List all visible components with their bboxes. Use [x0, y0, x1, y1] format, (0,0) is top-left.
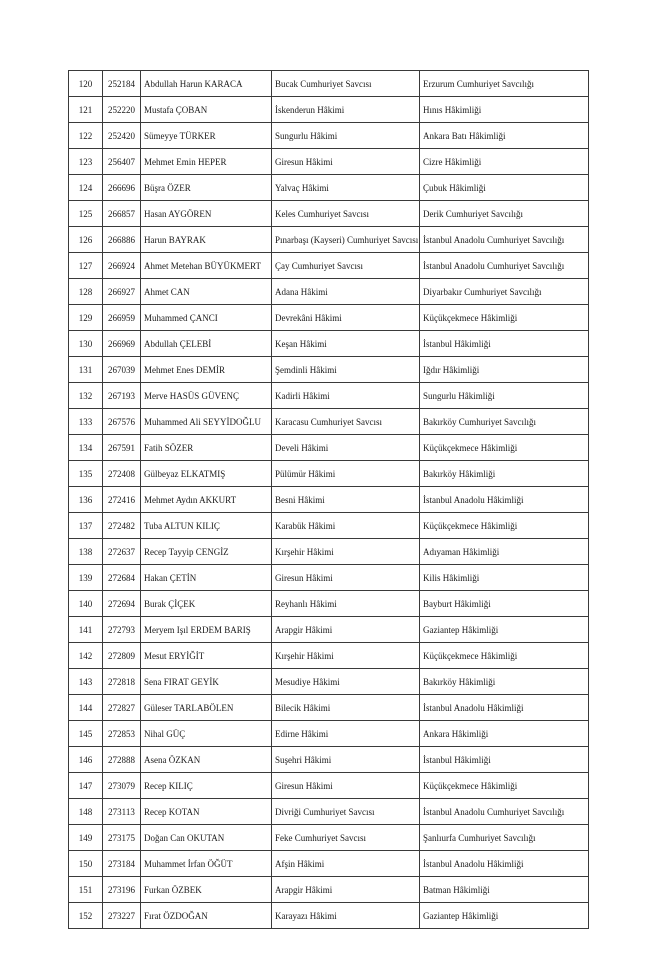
cell-row-number: 134	[69, 435, 103, 461]
table-row	[69, 461, 589, 487]
cell-new-post: Diyarbakır Cumhuriyet Savcılığı	[420, 279, 589, 305]
table-row	[69, 357, 589, 383]
cell-current-post: Karabük Hâkimi	[272, 513, 420, 539]
cell-new-post: Şanlıurfa Cumhuriyet Savcılığı	[420, 825, 589, 851]
cell-full-name: Ahmet Metehan BÜYÜKMERT	[141, 253, 272, 279]
cell-row-number: 121	[69, 97, 103, 123]
cell-registry-number: 272694	[103, 591, 141, 617]
cell-row-number: 137	[69, 513, 103, 539]
cell-new-post: İstanbul Anadolu Hâkimliği	[420, 695, 589, 721]
cell-registry-number: 266927	[103, 279, 141, 305]
cell-current-post: Şemdinli Hâkimi	[272, 357, 420, 383]
cell-full-name: Burak ÇİÇEK	[141, 591, 272, 617]
table-row	[69, 201, 589, 227]
table-row	[69, 565, 589, 591]
cell-row-number: 145	[69, 721, 103, 747]
cell-full-name: Mehmet Emin HEPER	[141, 149, 272, 175]
cell-current-post: Kadirli Hâkimi	[272, 383, 420, 409]
cell-current-post: Reyhanlı Hâkimi	[272, 591, 420, 617]
cell-new-post: Hınıs Hâkimliği	[420, 97, 589, 123]
cell-registry-number: 272827	[103, 695, 141, 721]
cell-row-number: 127	[69, 253, 103, 279]
cell-registry-number: 273079	[103, 773, 141, 799]
cell-full-name: Recep KILIÇ	[141, 773, 272, 799]
cell-registry-number: 252220	[103, 97, 141, 123]
table-row	[69, 435, 589, 461]
table-row	[69, 331, 589, 357]
cell-registry-number: 267193	[103, 383, 141, 409]
cell-current-post: Arapgir Hâkimi	[272, 877, 420, 903]
cell-new-post: Kilis Hâkimliği	[420, 565, 589, 591]
table-body	[69, 71, 589, 929]
cell-new-post: Küçükçekmece Hâkimliği	[420, 435, 589, 461]
document-page	[68, 70, 588, 929]
cell-full-name: Gülbeyaz ELKATMIŞ	[141, 461, 272, 487]
cell-full-name: Mustafa ÇOBAN	[141, 97, 272, 123]
cell-current-post: Edirne Hâkimi	[272, 721, 420, 747]
cell-current-post: Suşehri Hâkimi	[272, 747, 420, 773]
cell-row-number: 138	[69, 539, 103, 565]
table-row	[69, 253, 589, 279]
cell-new-post: Sungurlu Hâkimliği	[420, 383, 589, 409]
cell-registry-number: 273113	[103, 799, 141, 825]
cell-current-post: Karayazı Hâkimi	[272, 903, 420, 929]
cell-full-name: Sümeyye TÜRKER	[141, 123, 272, 149]
cell-current-post: Kırşehir Hâkimi	[272, 539, 420, 565]
cell-full-name: Asena ÖZKAN	[141, 747, 272, 773]
cell-registry-number: 252184	[103, 71, 141, 97]
cell-registry-number: 272637	[103, 539, 141, 565]
cell-new-post: İstanbul Anadolu Cumhuriyet Savcılığı	[420, 799, 589, 825]
table-row	[69, 487, 589, 513]
table-row	[69, 721, 589, 747]
cell-row-number: 141	[69, 617, 103, 643]
cell-registry-number: 267591	[103, 435, 141, 461]
table-row	[69, 877, 589, 903]
cell-row-number: 149	[69, 825, 103, 851]
cell-row-number: 136	[69, 487, 103, 513]
cell-new-post: İstanbul Anadolu Hâkimliği	[420, 487, 589, 513]
cell-full-name: Furkan ÖZBEK	[141, 877, 272, 903]
cell-full-name: Recep Tayyip CENGİZ	[141, 539, 272, 565]
cell-new-post: Erzurum Cumhuriyet Savcılığı	[420, 71, 589, 97]
cell-row-number: 151	[69, 877, 103, 903]
table-row	[69, 227, 589, 253]
cell-new-post: Küçükçekmece Hâkimliği	[420, 643, 589, 669]
cell-new-post: İstanbul Anadolu Cumhuriyet Savcılığı	[420, 227, 589, 253]
cell-registry-number: 272888	[103, 747, 141, 773]
cell-current-post: Divriği Cumhuriyet Savcısı	[272, 799, 420, 825]
cell-current-post: Giresun Hâkimi	[272, 149, 420, 175]
cell-new-post: Ankara Batı Hâkimliği	[420, 123, 589, 149]
cell-row-number: 123	[69, 149, 103, 175]
table-row	[69, 747, 589, 773]
cell-full-name: Recep KOTAN	[141, 799, 272, 825]
cell-current-post: Feke Cumhuriyet Savcısı	[272, 825, 420, 851]
cell-current-post: Giresun Hâkimi	[272, 565, 420, 591]
cell-current-post: Mesudiye Hâkimi	[272, 669, 420, 695]
cell-current-post: Çay Cumhuriyet Savcısı	[272, 253, 420, 279]
table-row	[69, 903, 589, 929]
cell-row-number: 152	[69, 903, 103, 929]
table-row	[69, 175, 589, 201]
table-row	[69, 773, 589, 799]
cell-registry-number: 272482	[103, 513, 141, 539]
table-row	[69, 591, 589, 617]
cell-registry-number: 272416	[103, 487, 141, 513]
cell-new-post: Gaziantep Hâkimliği	[420, 903, 589, 929]
cell-full-name: Merve HASÜS GÜVENÇ	[141, 383, 272, 409]
table-row	[69, 279, 589, 305]
cell-row-number: 146	[69, 747, 103, 773]
cell-full-name: Fatih SÖZER	[141, 435, 272, 461]
cell-current-post: Karacasu Cumhuriyet Savcısı	[272, 409, 420, 435]
cell-full-name: Abdullah ÇELEBİ	[141, 331, 272, 357]
cell-new-post: Bayburt Hâkimliği	[420, 591, 589, 617]
cell-new-post: Adıyaman Hâkimliği	[420, 539, 589, 565]
cell-current-post: Sungurlu Hâkimi	[272, 123, 420, 149]
cell-new-post: İstanbul Hâkimliği	[420, 747, 589, 773]
cell-row-number: 129	[69, 305, 103, 331]
cell-current-post: Giresun Hâkimi	[272, 773, 420, 799]
cell-full-name: Mesut ERYİĞİT	[141, 643, 272, 669]
cell-registry-number: 266959	[103, 305, 141, 331]
cell-full-name: Tuba ALTUN KILIÇ	[141, 513, 272, 539]
cell-new-post: İstanbul Hâkimliği	[420, 331, 589, 357]
cell-full-name: Mehmet Aydın AKKURT	[141, 487, 272, 513]
cell-new-post: İstanbul Anadolu Cumhuriyet Savcılığı	[420, 253, 589, 279]
table-row	[69, 97, 589, 123]
cell-row-number: 126	[69, 227, 103, 253]
table-row	[69, 669, 589, 695]
cell-new-post: Çubuk Hâkimliği	[420, 175, 589, 201]
cell-registry-number: 266969	[103, 331, 141, 357]
cell-full-name: Nihal GÜÇ	[141, 721, 272, 747]
cell-registry-number: 272684	[103, 565, 141, 591]
cell-current-post: Keles Cumhuriyet Savcısı	[272, 201, 420, 227]
table-row	[69, 409, 589, 435]
table-row	[69, 825, 589, 851]
cell-row-number: 120	[69, 71, 103, 97]
cell-row-number: 140	[69, 591, 103, 617]
cell-new-post: Batman Hâkimliği	[420, 877, 589, 903]
cell-current-post: Develi Hâkimi	[272, 435, 420, 461]
cell-row-number: 142	[69, 643, 103, 669]
cell-row-number: 139	[69, 565, 103, 591]
cell-registry-number: 266857	[103, 201, 141, 227]
cell-row-number: 135	[69, 461, 103, 487]
table-row	[69, 149, 589, 175]
table-row	[69, 383, 589, 409]
cell-row-number: 125	[69, 201, 103, 227]
cell-full-name: Doğan Can OKUTAN	[141, 825, 272, 851]
table-row	[69, 851, 589, 877]
cell-registry-number: 272408	[103, 461, 141, 487]
cell-full-name: Büşra ÖZER	[141, 175, 272, 201]
cell-current-post: Besni Hâkimi	[272, 487, 420, 513]
cell-new-post: Bakırköy Cumhuriyet Savcılığı	[420, 409, 589, 435]
cell-full-name: Muhammet İrfan ÖĞÜT	[141, 851, 272, 877]
cell-registry-number: 256407	[103, 149, 141, 175]
cell-registry-number: 266924	[103, 253, 141, 279]
cell-new-post: Küçükçekmece Hâkimliği	[420, 513, 589, 539]
cell-current-post: Pülümür Hâkimi	[272, 461, 420, 487]
cell-row-number: 144	[69, 695, 103, 721]
cell-full-name: Hakan ÇETİN	[141, 565, 272, 591]
cell-current-post: Devrekâni Hâkimi	[272, 305, 420, 331]
cell-row-number: 128	[69, 279, 103, 305]
table-row	[69, 123, 589, 149]
cell-current-post: Adana Hâkimi	[272, 279, 420, 305]
table-row	[69, 799, 589, 825]
cell-new-post: Iğdır Hâkimliği	[420, 357, 589, 383]
cell-registry-number: 266696	[103, 175, 141, 201]
cell-row-number: 133	[69, 409, 103, 435]
cell-current-post: Afşin Hâkimi	[272, 851, 420, 877]
cell-registry-number: 252420	[103, 123, 141, 149]
cell-registry-number: 273227	[103, 903, 141, 929]
table-row	[69, 539, 589, 565]
cell-full-name: Muhammed ÇANCI	[141, 305, 272, 331]
cell-full-name: Güleser TARLABÖLEN	[141, 695, 272, 721]
cell-current-post: İskenderun Hâkimi	[272, 97, 420, 123]
table-row	[69, 695, 589, 721]
table-row	[69, 513, 589, 539]
cell-full-name: Abdullah Harun KARACA	[141, 71, 272, 97]
cell-new-post: Gaziantep Hâkimliği	[420, 617, 589, 643]
table-row	[69, 643, 589, 669]
cell-full-name: Fırat ÖZDOĞAN	[141, 903, 272, 929]
cell-registry-number: 272809	[103, 643, 141, 669]
cell-new-post: Bakırköy Hâkimliği	[420, 669, 589, 695]
cell-current-post: Bilecik Hâkimi	[272, 695, 420, 721]
cell-current-post: Yalvaç Hâkimi	[272, 175, 420, 201]
cell-new-post: Derik Cumhuriyet Savcılığı	[420, 201, 589, 227]
table-row	[69, 305, 589, 331]
cell-row-number: 122	[69, 123, 103, 149]
cell-row-number: 131	[69, 357, 103, 383]
cell-new-post: Bakırköy Hâkimliği	[420, 461, 589, 487]
cell-registry-number: 273196	[103, 877, 141, 903]
cell-row-number: 150	[69, 851, 103, 877]
cell-row-number: 124	[69, 175, 103, 201]
cell-new-post: Cizre Hâkimliği	[420, 149, 589, 175]
cell-row-number: 143	[69, 669, 103, 695]
cell-full-name: Sena FIRAT GEYİK	[141, 669, 272, 695]
cell-row-number: 147	[69, 773, 103, 799]
cell-new-post: Ankara Hâkimliği	[420, 721, 589, 747]
cell-current-post: Pınarbaşı (Kayseri) Cumhuriyet Savcısı	[272, 227, 420, 253]
cell-current-post: Arapgir Hâkimi	[272, 617, 420, 643]
cell-new-post: Küçükçekmece Hâkimliği	[420, 305, 589, 331]
cell-registry-number: 272818	[103, 669, 141, 695]
cell-registry-number: 267576	[103, 409, 141, 435]
cell-full-name: Meryem Işıl ERDEM BARIŞ	[141, 617, 272, 643]
cell-current-post: Bucak Cumhuriyet Savcısı	[272, 71, 420, 97]
cell-registry-number: 272793	[103, 617, 141, 643]
cell-new-post: İstanbul Anadolu Hâkimliği	[420, 851, 589, 877]
table-row	[69, 617, 589, 643]
table-row	[69, 71, 589, 97]
cell-current-post: Kırşehir Hâkimi	[272, 643, 420, 669]
cell-row-number: 148	[69, 799, 103, 825]
cell-registry-number: 267039	[103, 357, 141, 383]
cell-full-name: Ahmet CAN	[141, 279, 272, 305]
appointment-table	[68, 70, 589, 929]
cell-full-name: Mehmet Enes DEMİR	[141, 357, 272, 383]
cell-row-number: 132	[69, 383, 103, 409]
cell-registry-number: 273184	[103, 851, 141, 877]
cell-full-name: Muhammed Ali SEYYİDOĞLU	[141, 409, 272, 435]
cell-registry-number: 272853	[103, 721, 141, 747]
cell-full-name: Hasan AYGÖREN	[141, 201, 272, 227]
cell-registry-number: 273175	[103, 825, 141, 851]
cell-full-name: Harun BAYRAK	[141, 227, 272, 253]
cell-current-post: Keşan Hâkimi	[272, 331, 420, 357]
cell-new-post: Küçükçekmece Hâkimliği	[420, 773, 589, 799]
cell-registry-number: 266886	[103, 227, 141, 253]
cell-row-number: 130	[69, 331, 103, 357]
